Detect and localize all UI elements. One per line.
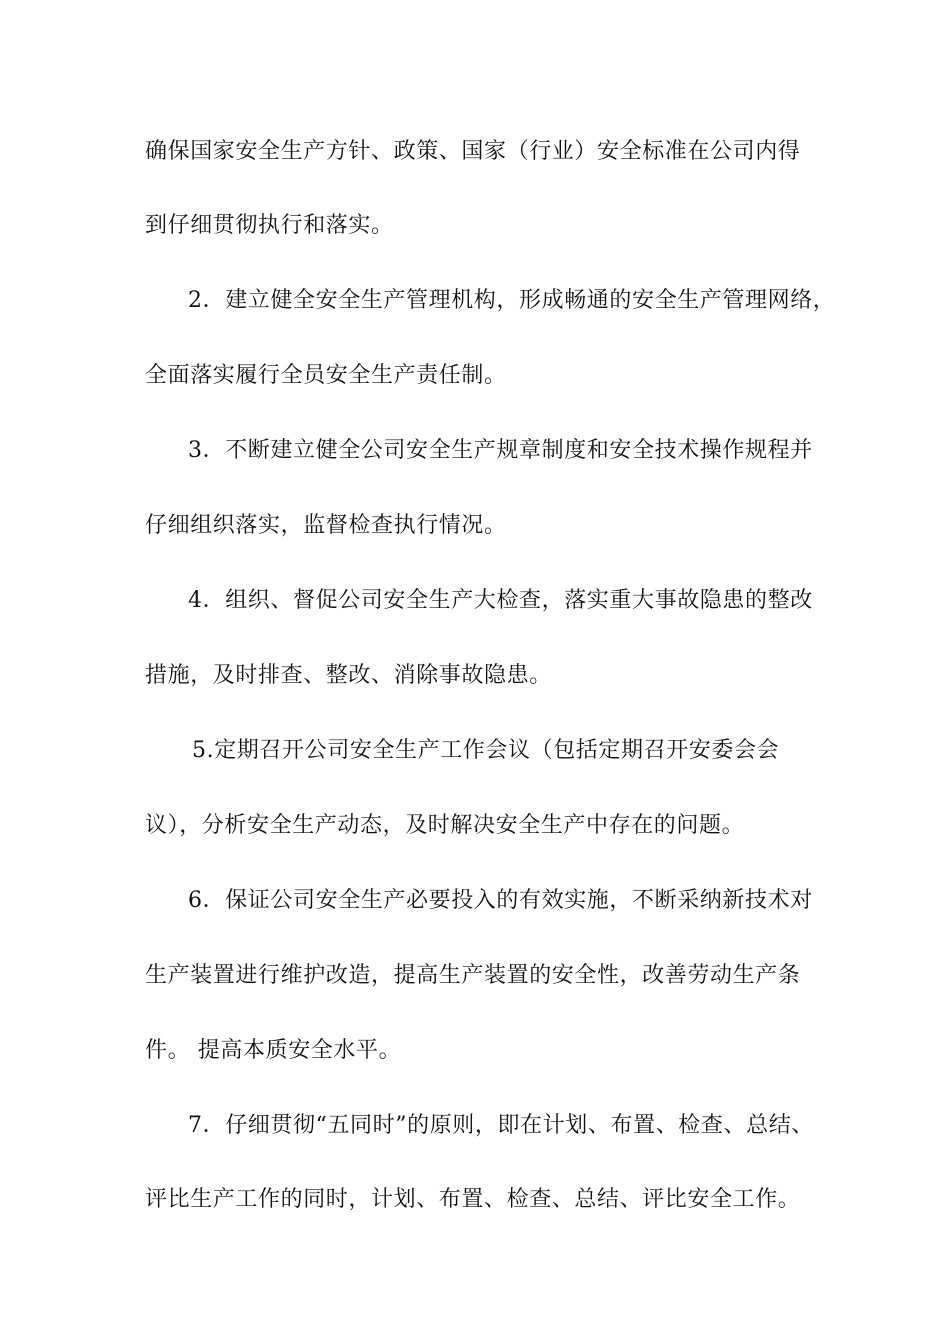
paragraph-4-line-1: 4．组织、督促公司安全生产大检查，落实重大事故隐患的整改: [188, 588, 813, 613]
paragraph-3-line-2: 仔细组织落实，监督检查执行情况。: [145, 513, 507, 538]
paragraph-6-line-3: 件。 提高本质安全水平。: [145, 1038, 402, 1063]
paragraph-6-line-2: 生产装置进行维护改造，提高生产装置的安全性，改善劳动生产条: [145, 963, 801, 988]
paragraph-7-line-1: 7．仔细贯彻“五同时”的原则，即在计划、布置、检查、总结、: [188, 1113, 814, 1138]
paragraph-3-line-1: 3．不断建立健全公司安全生产规章制度和安全技术操作规程并: [188, 438, 813, 463]
paragraph-5-line-2: 议），分析安全生产动态，及时解决安全生产中存在的问题。: [145, 813, 745, 838]
paragraph-5-line-1: 5.定期召开公司安全生产工作会议（包括定期召开安委会会: [192, 738, 780, 763]
paragraph-4-line-2: 措施，及时排查、整改、消除事故隐患。: [145, 663, 552, 688]
paragraph-1-line-1: 确保国家安全生产方针、政策、国家（行业）安全标准在公司内得: [145, 139, 801, 164]
paragraph-2-line-2: 全面落实履行全员安全生产责任制。: [145, 363, 507, 388]
paragraph-2-line-1: 2．建立健全安全生产管理机构，形成畅通的安全生产管理网络，: [188, 288, 836, 313]
paragraph-6-line-1: 6．保证公司安全生产必要投入的有效实施，不断采纳新技术对: [188, 888, 813, 913]
paragraph-7-line-2: 评比生产工作的同时，计划、布置、检查、总结、评比安全工作。: [145, 1187, 801, 1212]
paragraph-1-line-2: 到仔细贯彻执行和落实。: [145, 213, 394, 238]
